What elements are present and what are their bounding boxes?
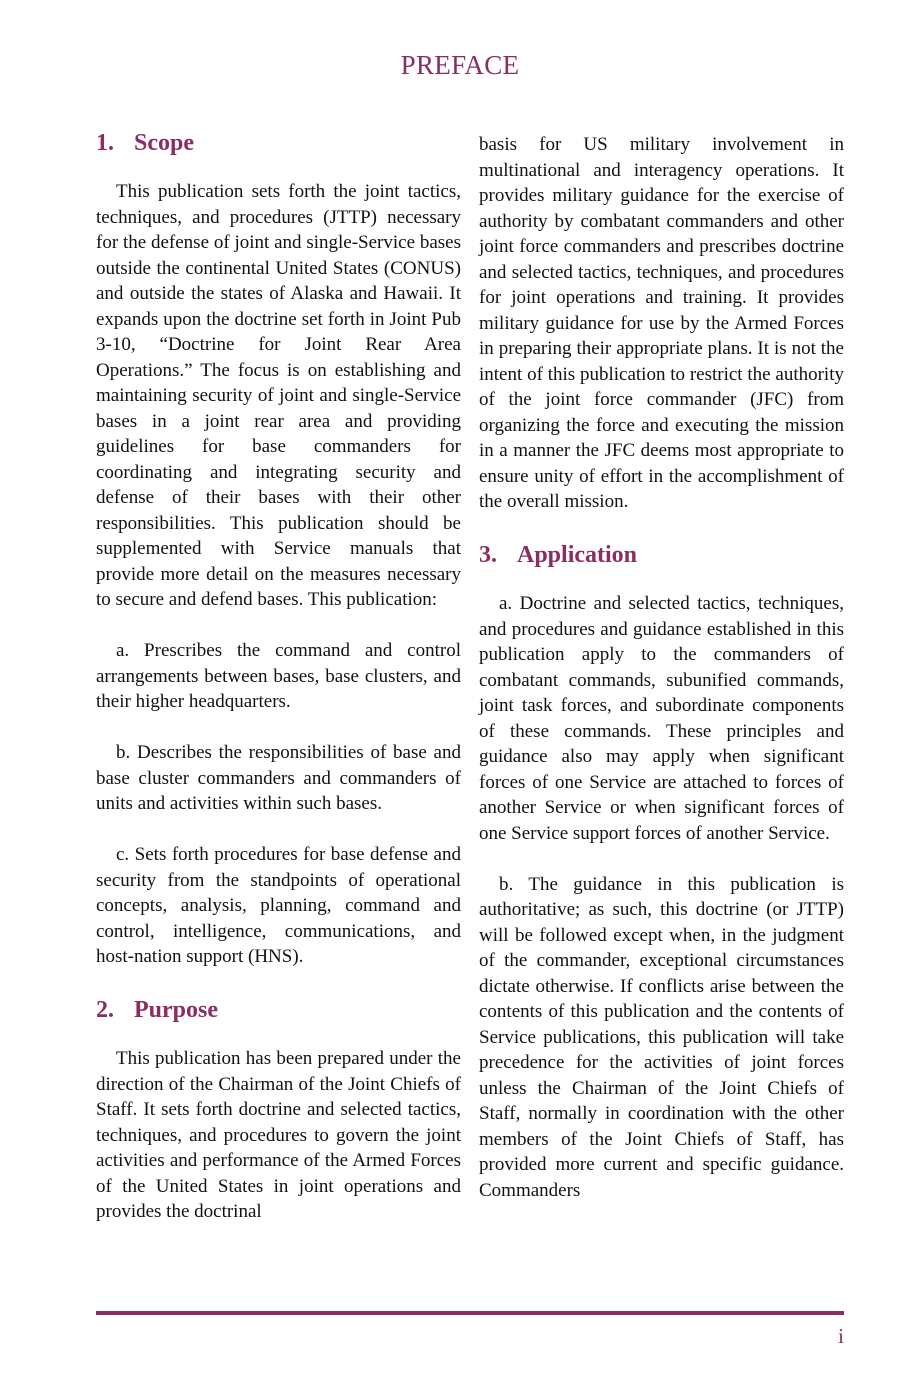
page-title: PREFACE [400,50,520,80]
section-heading-scope [96,128,461,158]
application-item-a: a. Doctrine and selected tactics, techniques, and procedures and guidance established in this publication apply to the commanders of combatant commands, subunified commands, joint task forces, and subordinate components of these commands. These principles and guidance also may apply when significant forces of one Service are attached to forces of another Service or when significant forces of one Service support forces of another Service. [479,593,844,844]
section-number: 2. [96,997,114,1023]
application-item-b: b. The guidance in this publication is authoritative; as such, this doctrine (or JTTP) will be followed except when, in the judgment of the commander, exceptional circumstances dictate otherwise. If conflicts arise between the contents of this publication and the contents of Service publications, this publication will take precedence for the activities of joint forces unless the Chairman of the Joint Chiefs of Staff, normally in coordination with the other members of the Joint Chiefs of Staff, has provided more current and specific guidance. Commanders [479,873,844,1201]
right-column [479,132,844,1203]
section-title: Scope [134,130,194,156]
scope-item-a: a. Prescribes the command and control arrangements between bases, base clusters, and their higher headquarters. [96,640,461,712]
footer-rule [96,1311,844,1315]
section-number: 3. [479,542,497,568]
section-heading-purpose [96,995,461,1025]
section-number: 1. [96,130,114,156]
section-heading-application [479,540,844,570]
section-title: Purpose [134,997,218,1023]
scope-intro-paragraph: This publication sets forth the joint tactics, techniques, and procedures (JTTP) necessary for the defense of joint and single-Service bases outside the continental United States (CONUS) and outside the states of Alaska and Hawaii. It expands upon the doctrine set forth in Joint Pub 3-10, “Doctrine for Joint Rear Area Operations.” The focus is on establishing and maintaining security of joint and single-Service bases in a joint rear area and providing guidelines for base commanders for coordinating and integrating security and defense of their bases with their other responsibilities. This publication should be supplemented with Service manuals that provide more detail on the measures necessary to secure and defend bases. This publication: [96,181,461,610]
section-title: Application [517,542,638,568]
left-column [96,128,461,1225]
page-number: i [838,1324,844,1348]
purpose-paragraph-part1: This publication has been prepared under the direction of the Chairman of the Joint Chiefs of Staff. It sets forth doctrine and selected tactics, techniques, and procedures to govern the joint activities and performance of the Armed Forces of the United States in joint operations and provides the doctrinal [96,1048,461,1222]
purpose-paragraph-part2: basis for US military involvement in multinational and interagency operations. It provides military guidance for the exercise of authority by combatant commanders and other joint force commanders and prescribes doctrine and selected tactics, techniques, and procedures for joint operations and training. It provides military guidance for use by the Armed Forces in preparing their appropriate plans. It is not the intent of this publication to restrict the authority of the joint force commander (JFC) from organizing the force and executing the mission in a manner the JFC deems most appropriate to ensure unity of effort in the accomplishment of the overall mission. [479,134,844,512]
scope-item-c: c. Sets forth procedures for base defense and security from the standpoints of operational concepts, analysis, planning, command and control, intelligence, communications, and host-nation support (HNS). [96,844,461,967]
scope-item-b: b. Describes the responsibilities of base and base cluster commanders and commanders of units and activities within such bases. [96,742,461,814]
